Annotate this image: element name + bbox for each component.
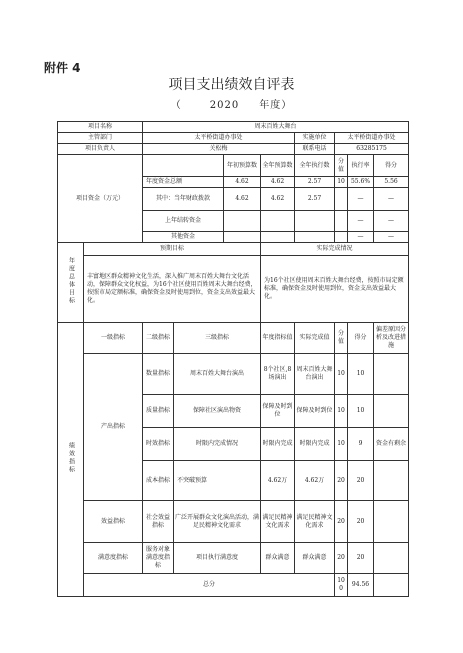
funds-carry-label: 上年结转资金 (143, 211, 224, 232)
funds-other-got: — (374, 232, 409, 243)
row-l2: 数量指标 (143, 354, 174, 395)
satisfy-l2: 服务对象满意度指标 (143, 543, 174, 574)
row-target: 时限内完成 (261, 428, 295, 461)
funds-fiscal-got: — (374, 188, 409, 211)
row-l3: 保障社区演出物资 (174, 395, 261, 428)
funds-header-annual: 全年预算数 (261, 155, 295, 177)
benefit-note (374, 501, 409, 543)
row-actual: 时限内完成 (295, 428, 335, 461)
satisfy-score: 20 (335, 543, 348, 574)
project-name-row (58, 122, 409, 133)
funds-section-label: 项目资金（万元） (58, 155, 143, 243)
funds-fiscal-blank (335, 188, 348, 211)
perf-header-score: 分值 (335, 323, 348, 354)
funds-header-rate: 执行率 (348, 155, 374, 177)
funds-total-annual: 4.62 (261, 177, 295, 188)
benefit-score: 20 (335, 501, 348, 543)
total-row (58, 574, 409, 597)
goals-actual-text: 为16个社区使用周末百姓大舞台经费，按照市局定额标准，确保资金及时使用到位，资金支出效益最大化。 (261, 256, 409, 323)
perf-header-got: 得分 (348, 323, 374, 354)
leader-value: 关松梅 (143, 144, 295, 155)
project-name-label: 项目名称 (58, 122, 143, 133)
row-l3: 不突破预算 (174, 461, 261, 501)
row-note (374, 395, 409, 428)
table-row (58, 543, 409, 574)
dept-value: 太平桥街道办事处 (143, 133, 295, 144)
goals-actual-label: 实际完成情况 (261, 243, 409, 256)
project-name-value: 周末百姓大舞台 (143, 122, 409, 133)
goals-content-row (58, 256, 409, 323)
funds-carry-got: — (374, 211, 409, 232)
funds-total-executed: 2.57 (295, 177, 335, 188)
row-got: 10 (348, 354, 374, 395)
funds-other-score (335, 232, 348, 243)
leader-row (58, 144, 409, 155)
funds-other-executed (295, 232, 335, 243)
row-note (374, 354, 409, 395)
year-line (0, 96, 463, 111)
evaluation-table (57, 121, 409, 597)
satisfy-actual: 群众满意 (295, 543, 335, 574)
leader-label: 项目负责人 (58, 144, 143, 155)
row-l3: 周末百姓大舞台演出 (174, 354, 261, 395)
row-score: 10 (335, 354, 348, 395)
row-actual: 周末百姓大舞台演出 (295, 354, 335, 395)
row-actual: 4.62万 (295, 461, 335, 501)
satisfy-got: 20 (348, 543, 374, 574)
row-l3: 时限内完成情况 (174, 428, 261, 461)
benefit-target: 满足民精神文化需求 (261, 501, 295, 543)
funds-other-rate: — (348, 232, 374, 243)
funds-total-score: 10 (335, 177, 348, 188)
benefit-l3: 广泛开展群众文化演出活动，满足民精神文化需求 (174, 501, 261, 543)
annex-label: 附件 4 (44, 61, 81, 75)
satisfy-l3: 项目执行满意度 (174, 543, 261, 574)
funds-other-label: 其他资金 (143, 232, 224, 243)
funds-fiscal-executed: 2.57 (295, 188, 335, 211)
row-note (374, 461, 409, 501)
funds-other-initial (224, 232, 261, 243)
row-target: 4.62万 (261, 461, 295, 501)
perf-section-text: 绩效指标 (67, 442, 75, 474)
funds-carry-executed (295, 211, 335, 232)
perf-header-actual: 实际完成值 (295, 323, 335, 354)
funds-fiscal-label: 其中：当年财政拨款 (143, 188, 224, 211)
perf-section-label (58, 323, 84, 597)
benefit-actual: 满足民精神文化需求 (295, 501, 335, 543)
benefit-label: 效益指标 (84, 501, 143, 543)
satisfy-label: 满意度指标 (84, 543, 143, 574)
total-note (374, 574, 409, 597)
goals-section-text: 年度总体目标 (67, 257, 75, 305)
goals-expected-label: 预期目标 (84, 243, 261, 256)
year-suffix: 年度） (259, 100, 293, 111)
benefit-got: 20 (348, 501, 374, 543)
benefit-l2: 社会效益指标 (143, 501, 174, 543)
perf-header-l2: 二级指标 (143, 323, 174, 354)
total-score: 100 (335, 574, 348, 597)
funds-header-got: 得分 (374, 155, 409, 177)
funds-carry-annual (261, 211, 295, 232)
satisfy-note (374, 543, 409, 574)
row-got: 10 (348, 395, 374, 428)
table-row (58, 501, 409, 543)
satisfy-target: 群众满意 (261, 543, 295, 574)
row-score: 20 (335, 461, 348, 501)
funds-total-label: 年度资金总额 (143, 177, 224, 188)
funds-total-got: 5.56 (374, 177, 409, 188)
goals-header-row (58, 243, 409, 256)
funds-total-rate: 55.6% (348, 177, 374, 188)
year-open-paren: （ (170, 100, 182, 111)
funds-fiscal-initial: 4.62 (224, 188, 261, 211)
funds-other-annual (261, 232, 295, 243)
row-score: 10 (335, 395, 348, 428)
year-value: 2020 (209, 100, 240, 111)
perf-header-note: 偏差原因分析及改进措施 (374, 323, 409, 354)
row-note: 资金有剩余 (374, 428, 409, 461)
funds-header-blank (143, 155, 224, 177)
perf-header-row (58, 323, 409, 354)
funds-total-initial: 4.62 (224, 177, 261, 188)
funds-carry-initial (224, 211, 261, 232)
funds-carry-score (335, 211, 348, 232)
funds-fiscal-annual: 4.62 (261, 188, 295, 211)
goals-section-label (58, 243, 84, 323)
funds-header-score: 分值 (335, 155, 348, 177)
impl-label: 实施单位 (295, 133, 335, 144)
phone-value: 63285175 (335, 144, 409, 155)
row-l2: 质量指标 (143, 395, 174, 428)
total-got: 94.56 (348, 574, 374, 597)
table-row (58, 354, 409, 395)
perf-header-l3: 三级指标 (174, 323, 261, 354)
funds-fiscal-rate: — (348, 188, 374, 211)
goals-expected-text: 丰富地区群众精神文化生活，深入推广周末百姓大舞台文化活动，保障群众文化权益，为16个社区使用百姓周末大舞台经费，按照市局定额标准，确保资金及时使用到位，资金支出效益最大化。 (84, 256, 261, 323)
total-label: 总分 (84, 574, 335, 597)
row-got: 9 (348, 428, 374, 461)
funds-carry-rate: — (348, 211, 374, 232)
dept-row (58, 133, 409, 144)
row-target: 保障及时到位 (261, 395, 295, 428)
output-label: 产出指标 (84, 354, 143, 501)
perf-header-l1: 一级指标 (84, 323, 143, 354)
row-actual: 保障及时到位 (295, 395, 335, 428)
row-got: 20 (348, 461, 374, 501)
page-title: 项目支出绩效自评表 (168, 77, 295, 93)
funds-header-initial: 年初预算数 (224, 155, 261, 177)
row-l2: 成本指标 (143, 461, 174, 501)
perf-header-target: 年度指标值 (261, 323, 295, 354)
impl-value: 太平桥街道办事处 (335, 133, 409, 144)
row-target: 8个社区,8场演出 (261, 354, 295, 395)
row-score: 10 (335, 428, 348, 461)
funds-header-row (58, 155, 409, 177)
funds-header-executed: 全年执行数 (295, 155, 335, 177)
row-l2: 时效指标 (143, 428, 174, 461)
dept-label: 主管部门 (58, 133, 143, 144)
phone-label: 联系电话 (295, 144, 335, 155)
